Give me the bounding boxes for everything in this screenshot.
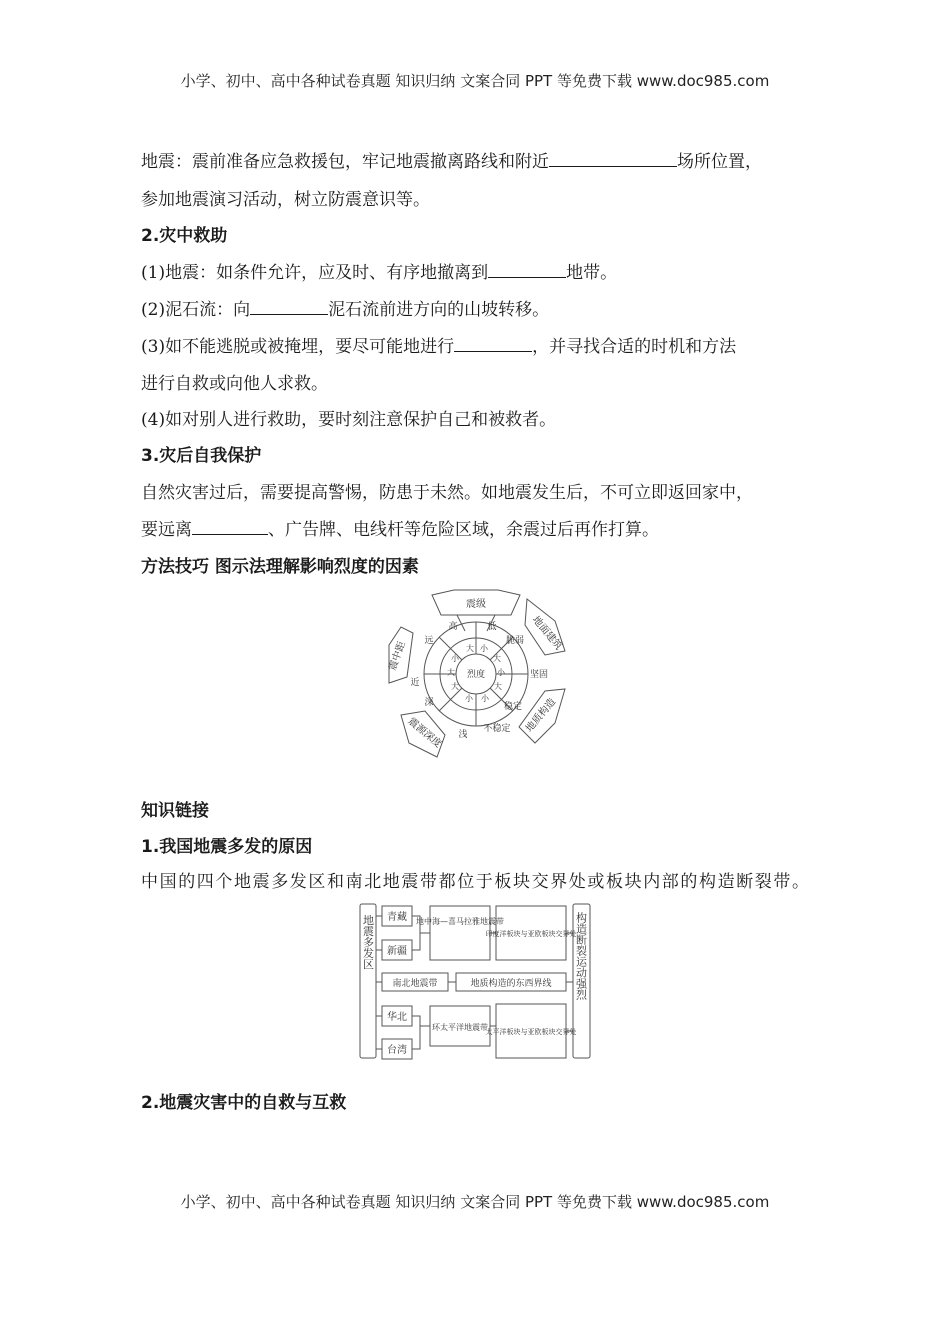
wheel-factor-label: 震中距 (387, 640, 408, 673)
wheel-factor-label: 地面建筑 (529, 614, 564, 653)
plate-label: 印度洋板块与亚欧板块交界处 (485, 930, 577, 938)
region-label: 青藏 (387, 912, 407, 923)
answer-blank (192, 518, 268, 535)
flow-left-title: 地震多发区 (361, 914, 375, 970)
text: 地震：震前准备应急救援包，牢记地震撤离路线和附近 (141, 152, 549, 172)
wheel-ring-label: 大 (466, 644, 474, 653)
wheel-inner-label: 脆弱 (505, 636, 525, 646)
paragraph-line: 中国的四个地震多发区和南北地震带都位于板块交界处或板块内部的构造断裂带。 (141, 872, 811, 892)
list-item (141, 295, 549, 320)
wheel-ring-label: 大 (451, 682, 459, 691)
page-footer: 小学、初中、高中各种试卷真题 知识归纳 文案合同 PPT 等免费下载 www.doc985.com (180, 1193, 770, 1211)
answer-blank (549, 150, 677, 167)
answer-blank (250, 298, 328, 315)
belt-label: 环太平洋地震带 (432, 1023, 488, 1032)
wheel-ring-label: 小 (481, 694, 489, 703)
plate-label: 太平洋板块与亚欧板块交界处 (485, 1028, 577, 1036)
section-heading: 1.我国地震多发的原因 (141, 837, 313, 857)
earthquake-zone-diagram (358, 902, 593, 1062)
wheel-inner-label: 高 (448, 622, 458, 632)
region-label: 新疆 (387, 946, 407, 957)
intensity-factor-wheel (385, 585, 567, 763)
wheel-ring-label: 小 (465, 694, 473, 703)
section-heading: 2.地震灾害中的自救与互救 (141, 1093, 347, 1113)
region-label: 华北 (387, 1012, 407, 1023)
answer-blank (488, 261, 566, 278)
text: 、广告牌、电线杆等危险区域，余震过后再作打算。 (268, 520, 659, 540)
wheel-ring-label: 大 (447, 668, 455, 677)
wheel-inner-label: 浅 (458, 730, 468, 740)
section-heading: 知识链接 (141, 801, 209, 821)
text: (2)泥石流：向 (141, 300, 251, 320)
wheel-factor-label: 震源深度 (405, 716, 444, 751)
paragraph-line (141, 147, 762, 172)
belt-label: 地质构造的东西界线 (470, 979, 552, 989)
wheel-factor-label: 地质构造 (524, 696, 559, 735)
text: 地带。 (566, 263, 618, 283)
wheel-inner-label: 坚固 (529, 670, 549, 680)
flow-right-title: 构造断裂运动强烈 (574, 912, 588, 1000)
wheel-factor-label: 震级 (466, 599, 486, 610)
wheel-inner-label: 深 (424, 698, 434, 708)
paragraph-line (141, 515, 659, 540)
text: 要远离 (141, 520, 192, 540)
wheel-inner-label: 不稳定 (483, 724, 511, 734)
wheel-center-label: 烈度 (466, 670, 486, 680)
text: 场所位置， (677, 152, 762, 172)
section-heading: 2.灾中救助 (141, 226, 228, 246)
belt-label: 地中海—喜马拉雅地震带 (416, 917, 504, 926)
list-item: (4)如对别人进行救助，要时刻注意保护自己和被救者。 (141, 410, 557, 430)
answer-blank (454, 335, 532, 352)
wheel-inner-label: 稳定 (503, 702, 523, 712)
paragraph-line: 参加地震演习活动，树立防震意识等。 (141, 190, 430, 210)
wheel-ring-label: 大 (494, 682, 502, 691)
list-item: 进行自救或向他人求救。 (141, 374, 328, 394)
text: (3)如不能逃脱或被掩埋，要尽可能地进行 (141, 337, 455, 357)
text: (1)地震：如条件允许，应及时、有序地撤离到 (141, 263, 489, 283)
method-heading: 方法技巧 图示法理解影响烈度的因素 (141, 557, 419, 577)
region-label: 台湾 (387, 1045, 407, 1056)
wheel-inner-label: 低 (487, 622, 497, 632)
text: 泥石流前进方向的山坡转移。 (328, 300, 550, 320)
text: ，并寻找合适的时机和方法 (532, 337, 737, 357)
page-header: 小学、初中、高中各种试卷真题 知识归纳 文案合同 PPT 等免费下载 www.doc985.com (180, 72, 770, 90)
paragraph-line: 自然灾害过后，需要提高警惕，防患于未然。如地震发生后，不可立即返回家中， (141, 483, 753, 503)
wheel-ring-label: 小 (451, 654, 459, 663)
list-item (141, 258, 617, 283)
wheel-ring-label: 大 (493, 654, 501, 663)
wheel-ring-label: 小 (497, 668, 505, 677)
wheel-inner-label: 近 (410, 678, 420, 688)
wheel-inner-label: 远 (424, 636, 434, 646)
list-item (141, 332, 736, 357)
region-label: 南北地震带 (392, 979, 438, 989)
section-heading: 3.灾后自我保护 (141, 446, 262, 466)
wheel-ring-label: 小 (480, 644, 488, 653)
